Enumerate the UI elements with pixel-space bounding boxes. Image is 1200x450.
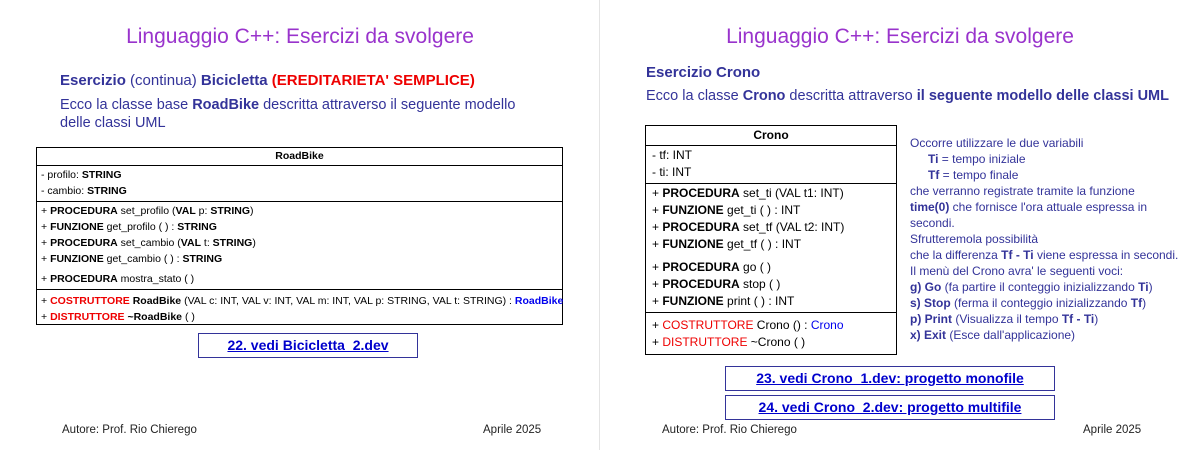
- menu-var: Tf: [1130, 296, 1143, 310]
- method-type: STRING: [177, 221, 217, 233]
- footer-date: Aprile 2025: [483, 424, 542, 436]
- desc-class: Crono: [742, 88, 786, 104]
- method-sig: set_profilo (: [117, 205, 176, 217]
- destructor-name: ~RoadBike: [124, 311, 183, 323]
- method-kind: FUNZIONE: [662, 203, 724, 217]
- constructor-name: RoadBike: [129, 295, 182, 307]
- uml-constructor: + COSTRUTTORE RoadBike (VAL c: INT, VAL v: INT, VAL m: INT, VAL p: STRING, VAL t: STRING) : RoadBike: [41, 295, 564, 307]
- menu-desc: (fa partire il conteggio inizializzando: [941, 280, 1139, 294]
- menu-desc: (Esce dall'applicazione): [946, 328, 1076, 342]
- attr-name: - cambio:: [41, 185, 88, 197]
- desc-text-end: descritta attraverso il seguente modello delle classi UML: [60, 97, 516, 131]
- note-var: Ti: [928, 152, 939, 166]
- method-sig: set_ti (VAL t1: INT): [739, 186, 844, 200]
- method-kind: FUNZIONE: [50, 221, 104, 233]
- constructor-kind: COSTRUTTORE: [50, 295, 130, 307]
- menu-var: Tf - Ti: [1061, 312, 1095, 326]
- uml-destructor: + DISTRUTTORE ~Crono ( ): [652, 335, 806, 349]
- uml-attribute: [652, 164, 896, 181]
- destructor-name: ~Crono ( ): [747, 335, 806, 349]
- uml-class-crono: [645, 125, 897, 355]
- footer-author: Autore: Prof. Rio Chierego: [62, 424, 197, 436]
- menu-item-go: [910, 279, 1195, 295]
- uml-attribute: [41, 167, 562, 183]
- method-sig: mostra_stato ( ): [117, 273, 195, 285]
- menu-var: Ti: [1138, 280, 1149, 294]
- uml-destructor: + DISTRUTTORE ~RoadBike ( ): [41, 311, 195, 323]
- attr-type: INT: [672, 165, 692, 179]
- link-bicicletta-2[interactable]: 22. vedi Bicicletta_2.dev: [198, 333, 418, 358]
- footer-author: Autore: Prof. Rio Chierego: [662, 424, 797, 436]
- destructor-kind: DISTRUTTORE: [662, 335, 748, 349]
- exercise-description: [646, 87, 1176, 105]
- uml-method: + FUNZIONE get_ti ( ) : INT: [652, 203, 801, 217]
- uml-class-roadbike: [36, 147, 563, 325]
- method-kind: PROCEDURA: [662, 277, 740, 291]
- method-type: STRING: [212, 237, 253, 249]
- exercise-description: [60, 96, 540, 132]
- constructor-return: Crono: [810, 318, 844, 332]
- exercise-paren: (continua): [130, 72, 197, 89]
- link-crono-1[interactable]: 23. vedi Crono_1.dev: progetto monofile: [725, 366, 1055, 391]
- uml-lifecycle: [646, 313, 896, 353]
- method-kind: FUNZIONE: [662, 294, 724, 308]
- uml-class-name: Crono: [646, 126, 896, 146]
- method-kind: PROCEDURA: [662, 186, 740, 200]
- note-text: che la differenza: [910, 248, 1002, 262]
- note-line: [910, 151, 1195, 167]
- note-text: viene espressa in secondi.: [1033, 248, 1179, 262]
- menu-key: p) Print: [910, 312, 952, 326]
- method-sig: get_cambio ( ) :: [103, 253, 183, 265]
- menu-desc: (ferma il conteggio inizializzando: [950, 296, 1131, 310]
- method-sig: stop ( ): [739, 277, 781, 291]
- slide-title: Linguaggio C++: Esercizi da svolgere: [726, 25, 1074, 48]
- destructor-args: ( ): [182, 311, 195, 323]
- menu-key: x) Exit: [910, 328, 947, 342]
- note-line: [910, 167, 1195, 183]
- exercise-tag: (EREDITARIETA' SEMPLICE): [271, 72, 475, 89]
- method-sig: get_ti ( ) : INT: [723, 203, 801, 217]
- method-sig: go ( ): [739, 260, 772, 274]
- uml-method: + PROCEDURA set_tf (VAL t2: INT): [652, 220, 845, 234]
- attr-name: - ti:: [652, 165, 672, 179]
- attr-type: STRING: [81, 169, 122, 181]
- uml-method: + PROCEDURA stop ( ): [652, 277, 781, 291]
- method-param: t:: [201, 237, 213, 249]
- method-kind: PROCEDURA: [50, 205, 118, 217]
- note-text: = tempo iniziale: [938, 152, 1026, 166]
- desc-text: Ecco la classe: [646, 88, 743, 104]
- method-end: ): [252, 237, 256, 249]
- desc-class: RoadBike: [192, 97, 260, 113]
- uml-method: + FUNZIONE get_cambio ( ) : STRING: [41, 253, 223, 265]
- method-type: STRING: [210, 205, 251, 217]
- uml-method: + FUNZIONE print ( ) : INT: [652, 294, 795, 308]
- uml-method: + FUNZIONE get_tf ( ) : INT: [652, 237, 802, 251]
- uml-methods: [37, 202, 562, 290]
- note-var: Tf - Ti: [1001, 248, 1034, 262]
- exercise-heading: [60, 72, 475, 89]
- exercise-notes: [910, 135, 1195, 343]
- note-line: [910, 247, 1195, 263]
- link-crono-2[interactable]: 24. vedi Crono_2.dev: progetto multifile: [725, 395, 1055, 420]
- slide-crono: [600, 0, 1200, 450]
- footer-date: Aprile 2025: [1083, 424, 1142, 436]
- uml-attribute: [41, 183, 562, 199]
- uml-attributes: [37, 166, 562, 202]
- note-var: Tf: [928, 168, 940, 182]
- uml-method: + PROCEDURA set_cambio (VAL t: STRING): [41, 237, 256, 249]
- method-kind: PROCEDURA: [662, 260, 740, 274]
- uml-constructor: + COSTRUTTORE Crono () : Crono: [652, 318, 844, 332]
- uml-method: + PROCEDURA set_ti (VAL t1: INT): [652, 186, 844, 200]
- exercise-name: Bicicletta: [200, 72, 268, 89]
- uml-attributes: [646, 146, 896, 184]
- menu-item-stop: [910, 295, 1195, 311]
- method-sig: print ( ) : INT: [723, 294, 795, 308]
- uml-method: + PROCEDURA go ( ): [652, 260, 772, 274]
- uml-class-name: RoadBike: [37, 148, 562, 166]
- note-line: [910, 199, 1195, 231]
- desc-text: Ecco la classe base: [60, 97, 193, 113]
- method-kind: FUNZIONE: [50, 253, 104, 265]
- desc-text-mid: descritta attraverso: [785, 88, 917, 104]
- uml-method: + PROCEDURA set_profilo (VAL p: STRING): [41, 205, 254, 217]
- attr-name: - profilo:: [41, 169, 82, 181]
- uml-method: + PROCEDURA mostra_stato ( ): [41, 273, 195, 285]
- attr-name: - tf:: [652, 148, 673, 162]
- method-param: p:: [195, 205, 211, 217]
- method-kind: PROCEDURA: [50, 273, 118, 285]
- attr-type: INT: [672, 148, 693, 162]
- menu-item-exit: [910, 327, 1195, 343]
- exercise-heading: Esercizio Crono: [646, 64, 761, 81]
- destructor-kind: DISTRUTTORE: [50, 311, 125, 323]
- constructor-args: (VAL c: INT, VAL v: INT, VAL m: INT, VAL p: STRING, VAL t: STRING) :: [181, 295, 515, 307]
- constructor-name: Crono () :: [753, 318, 811, 332]
- note-line: Occorre utilizzare le due variabili: [910, 136, 1084, 150]
- method-sig: get_profilo ( ) :: [103, 221, 178, 233]
- uml-method: + FUNZIONE get_profilo ( ) : STRING: [41, 221, 217, 233]
- uml-attribute: [652, 147, 896, 164]
- constructor-return: RoadBike: [514, 295, 564, 307]
- desc-text-bold: il seguente modello delle classi UML: [916, 88, 1169, 104]
- menu-end: ): [1094, 312, 1099, 326]
- method-sig: set_tf (VAL t2: INT): [739, 220, 845, 234]
- method-kind: PROCEDURA: [662, 220, 740, 234]
- menu-item-print: [910, 311, 1195, 327]
- constructor-kind: COSTRUTTORE: [662, 318, 754, 332]
- slide-title: Linguaggio C++: Esercizi da svolgere: [126, 25, 474, 48]
- attr-type: STRING: [87, 185, 127, 197]
- menu-end: ): [1148, 280, 1153, 294]
- exercise-label: Esercizio: [60, 72, 126, 89]
- note-line: Il menù del Crono avra' le seguenti voci:: [910, 264, 1124, 278]
- method-sig: get_tf ( ) : INT: [723, 237, 802, 251]
- note-line: Sfrutteremola possibilità: [910, 232, 1039, 246]
- method-val: VAL: [180, 237, 201, 249]
- note-text: = tempo finale: [939, 168, 1019, 182]
- menu-end: ): [1142, 296, 1147, 310]
- uml-methods: [646, 184, 896, 313]
- note-text: che fornisce l'ora attuale espressa in secondi.: [910, 200, 1148, 230]
- note-line: che verranno registrate tramite la funzione: [910, 184, 1135, 198]
- note-func: time(0): [910, 200, 950, 214]
- method-val: VAL: [175, 205, 196, 217]
- uml-lifecycle: [37, 290, 562, 327]
- method-sig: set_cambio (: [117, 237, 181, 249]
- method-kind: FUNZIONE: [662, 237, 724, 251]
- method-type: STRING: [182, 253, 223, 265]
- method-end: ): [250, 205, 254, 217]
- menu-desc: (Visualizza il tempo: [952, 312, 1062, 326]
- menu-key: s) Stop: [910, 296, 951, 310]
- menu-key: g) Go: [910, 280, 942, 294]
- method-kind: PROCEDURA: [50, 237, 118, 249]
